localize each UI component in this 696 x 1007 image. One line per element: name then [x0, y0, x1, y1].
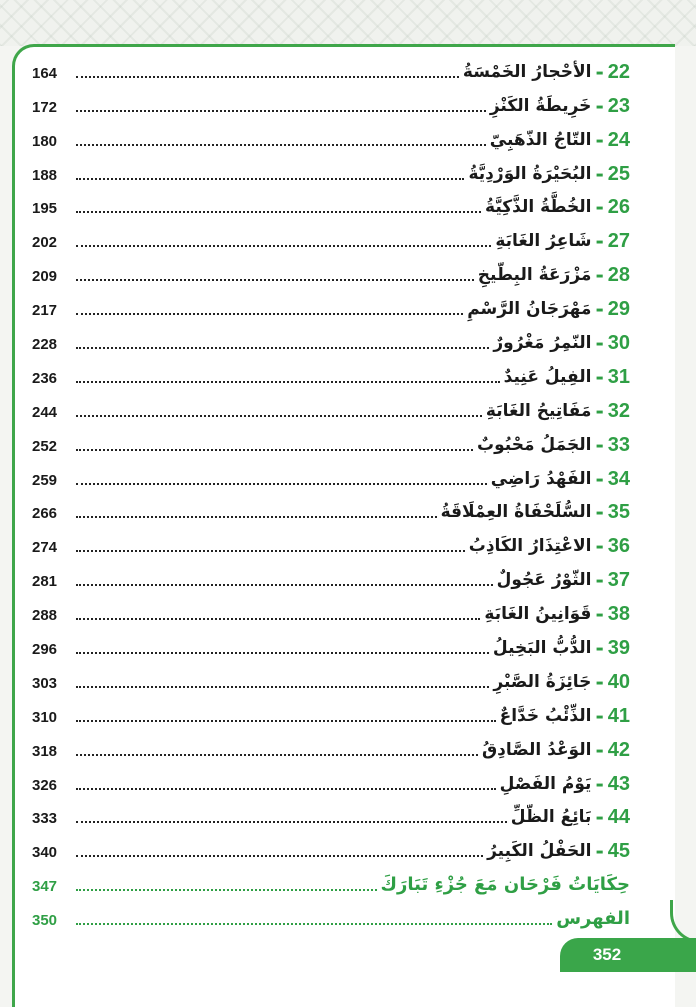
toc-leader-dots	[76, 110, 486, 112]
toc-entry[interactable]	[32, 120, 630, 154]
toc-entry-separator: -	[595, 568, 604, 593]
toc-entry-title: شَاعِرُ الغَابَةِ	[495, 231, 592, 252]
toc-entry-number: 31	[607, 365, 630, 388]
toc-entry-separator: -	[595, 127, 604, 152]
toc-entry-separator: -	[595, 466, 604, 491]
toc-entry-page: 310	[32, 708, 58, 726]
toc-entry-title: الدُّبُّ البَخِيلُ	[492, 638, 592, 659]
toc-entry-separator: -	[595, 195, 604, 220]
toc-entry-separator: -	[595, 59, 604, 84]
toc-leader-dots	[76, 76, 459, 78]
toc-leader-dots	[76, 279, 474, 281]
toc-entry[interactable]	[32, 255, 630, 289]
toc-entry-title: النّمِرُ مَغْرُورٌ	[493, 333, 592, 354]
toc-entry-number: 44	[607, 806, 630, 829]
toc-entry-separator: -	[595, 839, 604, 864]
toc-entry-page: 252	[32, 437, 58, 455]
toc-entry-separator: -	[595, 161, 604, 186]
toc-entry[interactable]	[32, 764, 630, 798]
toc-entry-page: 266	[32, 505, 58, 523]
toc-entry-title: خَرِيطَةُ الكَنْزِ	[489, 95, 592, 116]
toc-entry-page: 217	[32, 302, 58, 320]
toc-leader-dots	[76, 483, 487, 485]
toc-leader-dots	[76, 178, 464, 180]
toc-entry[interactable]	[32, 52, 630, 86]
toc-entry[interactable]	[32, 798, 630, 832]
toc-leader-dots	[76, 584, 493, 586]
toc-entry-page: 288	[32, 607, 58, 625]
toc-entry-page: 236	[32, 369, 58, 387]
toc-entry-title: البُحَيْرَةُ الوَرْدِيَّةُ	[468, 163, 592, 184]
toc-entry-separator: -	[595, 737, 604, 762]
toc-leader-dots	[76, 415, 482, 417]
toc-entry-number: 41	[607, 704, 630, 727]
toc-entry-number: 35	[607, 501, 630, 524]
toc-entry-title: الحَفْلُ الكَبِيرُ	[487, 841, 592, 862]
toc-entry-number: 23	[607, 94, 630, 117]
page-number: 352	[592, 945, 622, 964]
toc-entry-separator: -	[595, 500, 604, 525]
toc-entry-title: مَهْرَجَانُ الرَّسْمِ	[467, 299, 592, 320]
top-decorative-pattern	[0, 0, 696, 46]
toc-entry-separator: -	[595, 331, 604, 356]
toc-entry[interactable]	[32, 86, 630, 120]
toc-entry-title: الفهرس	[556, 908, 630, 930]
toc-entry-page: 202	[32, 234, 58, 252]
toc-entry-title: التّاجُ الذّهَبِيّ	[489, 129, 592, 150]
toc-entry-separator: -	[595, 364, 604, 389]
toc-extra-entry[interactable]	[32, 865, 630, 899]
toc-leader-dots	[76, 720, 496, 722]
toc-entry[interactable]	[32, 493, 630, 527]
toc-entry[interactable]	[32, 323, 630, 357]
toc-entry-separator: -	[595, 771, 604, 796]
toc-entry-title: السُّلَحْفَاةُ العِمْلَاقَةُ	[440, 502, 592, 523]
toc-leader-dots	[76, 923, 552, 925]
toc-entry-page: 180	[32, 132, 58, 150]
toc-entry[interactable]	[32, 357, 630, 391]
toc-entry-page: 326	[32, 776, 58, 794]
toc-entry-page: 340	[32, 844, 58, 862]
toc-entry-separator: -	[595, 398, 604, 423]
toc-entry[interactable]	[32, 188, 630, 222]
toc-entry-page: 296	[32, 641, 58, 659]
toc-entry-number: 42	[607, 738, 630, 761]
toc-leader-dots	[76, 788, 496, 790]
toc-leader-dots	[76, 144, 486, 146]
toc-entry-separator: -	[595, 805, 604, 830]
toc-leader-dots	[76, 618, 480, 620]
toc-entry-title: الوَعْدُ الصَّادِقُ	[481, 739, 592, 760]
toc-entry-title: قَوَانِينُ الغَابَةِ	[484, 604, 592, 625]
toc-entry-separator: -	[595, 263, 604, 288]
toc-entry[interactable]	[32, 662, 630, 696]
toc-leader-dots	[76, 889, 377, 891]
toc-leader-dots	[76, 686, 489, 688]
toc-leader-dots	[76, 245, 491, 247]
toc-entry-title: جَائِزَةُ الصَّبْرِ	[493, 671, 592, 692]
toc-leader-dots	[76, 211, 481, 213]
toc-entry-separator: -	[595, 229, 604, 254]
toc-entry-number: 39	[607, 637, 630, 660]
table-of-contents	[32, 52, 630, 933]
toc-entry-page: 188	[32, 166, 58, 184]
toc-entry[interactable]	[32, 154, 630, 188]
toc-entry[interactable]	[32, 831, 630, 865]
toc-entry-page: 318	[32, 742, 58, 760]
toc-entry-separator: -	[595, 636, 604, 661]
toc-entry-number: 32	[607, 399, 630, 422]
toc-entry-number: 26	[607, 196, 630, 219]
toc-entry-number: 34	[607, 467, 630, 490]
toc-entry-number: 37	[607, 569, 630, 592]
toc-entry-page: 281	[32, 573, 58, 591]
toc-leader-dots	[76, 347, 489, 349]
toc-leader-dots	[76, 550, 465, 552]
toc-entry-number: 28	[607, 264, 630, 287]
toc-entry-page: 164	[32, 64, 58, 82]
toc-entry[interactable]	[32, 526, 630, 560]
toc-entry-page: 209	[32, 268, 58, 286]
toc-entry-number: 29	[607, 298, 630, 321]
toc-entry-separator: -	[595, 432, 604, 457]
toc-entry-page: 195	[32, 200, 58, 218]
toc-entry[interactable]	[32, 459, 630, 493]
toc-leader-dots	[76, 821, 507, 823]
toc-entry[interactable]	[32, 594, 630, 628]
toc-entry-title: مَفَاتِيحُ الغَابَةِ	[485, 400, 592, 421]
toc-leader-dots	[76, 449, 473, 451]
toc-leader-dots	[76, 652, 489, 654]
toc-leader-dots	[76, 754, 478, 756]
toc-entry-number: 30	[607, 332, 630, 355]
toc-entry[interactable]	[32, 696, 630, 730]
toc-entry-title: الذِّئْبُ خَدَّاعٌ	[499, 705, 592, 726]
toc-entry-page: 347	[32, 878, 58, 896]
toc-entry-title: الاعْتِذَارُ الكَاذِبُ	[468, 536, 592, 557]
toc-entry-page: 228	[32, 336, 58, 354]
toc-entry-title: الخُطَّةُ الذَّكِيَّةُ	[485, 197, 592, 218]
toc-leader-dots	[76, 313, 463, 315]
toc-leader-dots	[76, 381, 500, 383]
toc-entry[interactable]	[32, 391, 630, 425]
toc-entry-number: 33	[607, 433, 630, 456]
toc-entry-separator: -	[595, 297, 604, 322]
toc-entry-page: 303	[32, 674, 58, 692]
toc-entry-title: حِكَايَاتُ فَرْحَان مَعَ جُزْءِ تَبَارَكَ	[380, 874, 630, 896]
toc-extra-entry[interactable]	[32, 899, 630, 933]
toc-entry[interactable]	[32, 628, 630, 662]
toc-entry-separator: -	[595, 602, 604, 627]
toc-entry[interactable]	[32, 221, 630, 255]
toc-entry-number: 22	[607, 60, 630, 83]
toc-entry-title: مَزْرَعَةُ البِطّيخِ	[477, 265, 592, 286]
toc-entry-page: 244	[32, 403, 58, 421]
toc-entry-number: 27	[607, 230, 630, 253]
toc-entry-number: 36	[607, 535, 630, 558]
toc-entry-page: 259	[32, 471, 58, 489]
toc-entry-number: 24	[607, 128, 630, 151]
toc-entry-title: الفِيلُ عَنِيدٌ	[503, 366, 592, 387]
toc-entry-number: 38	[607, 603, 630, 626]
toc-entry[interactable]	[32, 289, 630, 323]
toc-leader-dots	[76, 855, 483, 857]
toc-entry-separator: -	[595, 703, 604, 728]
toc-entry-separator: -	[595, 534, 604, 559]
toc-entry-title: الثّوْرُ عَجُولٌ	[496, 570, 592, 591]
toc-entry-separator: -	[595, 93, 604, 118]
toc-entry-title: يَوْمُ الفَصْلِ	[499, 773, 592, 794]
toc-entry-number: 25	[607, 162, 630, 185]
toc-entry-separator: -	[595, 669, 604, 694]
toc-entry[interactable]	[32, 730, 630, 764]
toc-entry[interactable]	[32, 560, 630, 594]
toc-entry-number: 40	[607, 670, 630, 693]
toc-entry-page: 333	[32, 810, 58, 828]
toc-entry-title: الأحْجارُ الخَمْسَةُ	[462, 61, 592, 82]
toc-entry-title: الفَهْدُ رَاضِي	[490, 468, 592, 489]
toc-entry-page: 172	[32, 98, 58, 116]
toc-entry-number: 43	[607, 772, 630, 795]
toc-entry-title: بَائِعُ الظّلِّ	[510, 807, 592, 828]
toc-entry-page: 274	[32, 539, 58, 557]
toc-entry[interactable]	[32, 425, 630, 459]
toc-entry-page: 350	[32, 912, 58, 930]
toc-entry-number: 45	[607, 840, 630, 863]
toc-entry-title: الجَمَلُ مَحْبُوبٌ	[477, 434, 592, 455]
toc-leader-dots	[76, 516, 437, 518]
